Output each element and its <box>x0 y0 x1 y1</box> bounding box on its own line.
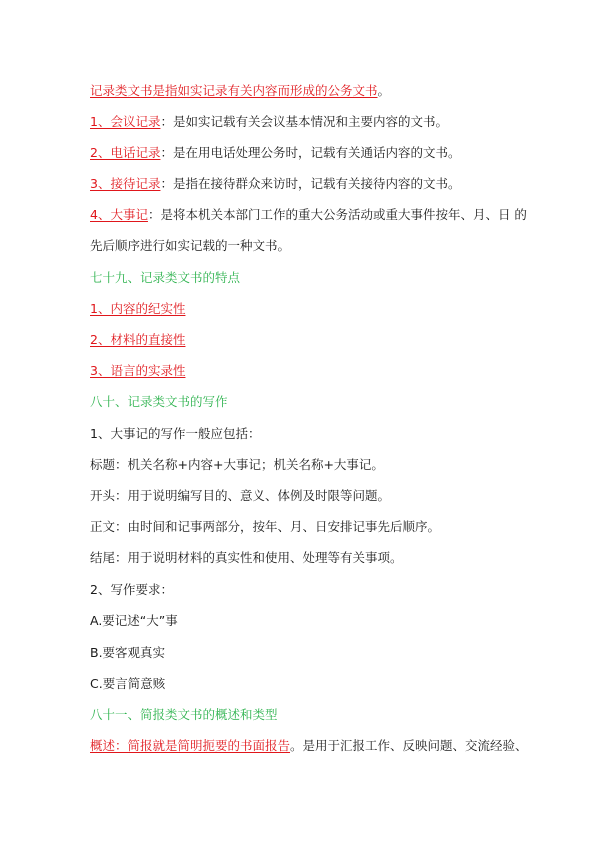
feature-item: 1、内容的纪实性 <box>90 301 186 316</box>
item-term: 4、大事记 <box>90 207 148 222</box>
paragraph-title: 标题：机关名称+内容+大事记；机关名称+大事记。 <box>90 457 384 472</box>
requirement-b: B.要客观真实 <box>90 645 166 660</box>
item-chronicle <box>90 207 527 223</box>
overview-definition: 概述：简报就是简明扼要的书面报告 <box>90 738 291 753</box>
item-text: ：是在用电话处理公务时，记载有关通话内容的文书。 <box>160 145 461 160</box>
item-reception-record <box>90 176 520 192</box>
paragraph-body: 正文：由时间和记事两部分，按年、月、日安排记事先后顺序。 <box>90 519 441 534</box>
paragraph-ending: 结尾：用于说明材料的真实性和使用、处理等有关事项。 <box>90 550 403 565</box>
item-text: ：是指在接待群众来访时，记载有关接待内容的文书。 <box>160 176 461 191</box>
item-text: ：是将本机关本部门工作的重大公务活动或重大事件按年、月、日 的 <box>147 207 527 222</box>
item-term: 1、会议记录 <box>90 114 161 129</box>
intro-definition: 记录类文书是指如实记录有关内容而形成的公务文书 <box>90 83 378 98</box>
item-phone-record <box>90 145 520 161</box>
feature-item: 2、材料的直接性 <box>90 332 186 347</box>
item-chronicle-continuation: 先后顺序进行如实记载的一种文书。 <box>90 238 291 253</box>
requirement-a: A.要记述“大”事 <box>90 613 178 628</box>
section-heading-80: 八十、记录类文书的写作 <box>90 394 228 409</box>
overview-rest: 。是用于汇报工作、反映问题、交流经验、 <box>290 738 528 753</box>
overview-line <box>90 738 528 754</box>
section-heading-79: 七十九、记录类文书的特点 <box>90 270 241 285</box>
paragraph-opening: 开头：用于说明编写目的、意义、体例及时限等问题。 <box>90 488 391 503</box>
feature-item: 3、语言的实录性 <box>90 363 186 378</box>
intro-line <box>90 83 520 99</box>
intro-period: 。 <box>377 83 391 98</box>
paragraph-2: 2、写作要求： <box>90 582 173 597</box>
item-meeting-record <box>90 114 520 130</box>
section-heading-81: 八十一、简报类文书的概述和类型 <box>90 707 278 722</box>
item-term: 2、电话记录 <box>90 145 161 160</box>
item-text: ：是如实记载有关会议基本情况和主要内容的文书。 <box>160 114 448 129</box>
item-term: 3、接待记录 <box>90 176 161 191</box>
requirement-c: C.要言简意赅 <box>90 676 166 691</box>
paragraph-1: 1、大事记的写作一般应包括： <box>90 426 261 441</box>
